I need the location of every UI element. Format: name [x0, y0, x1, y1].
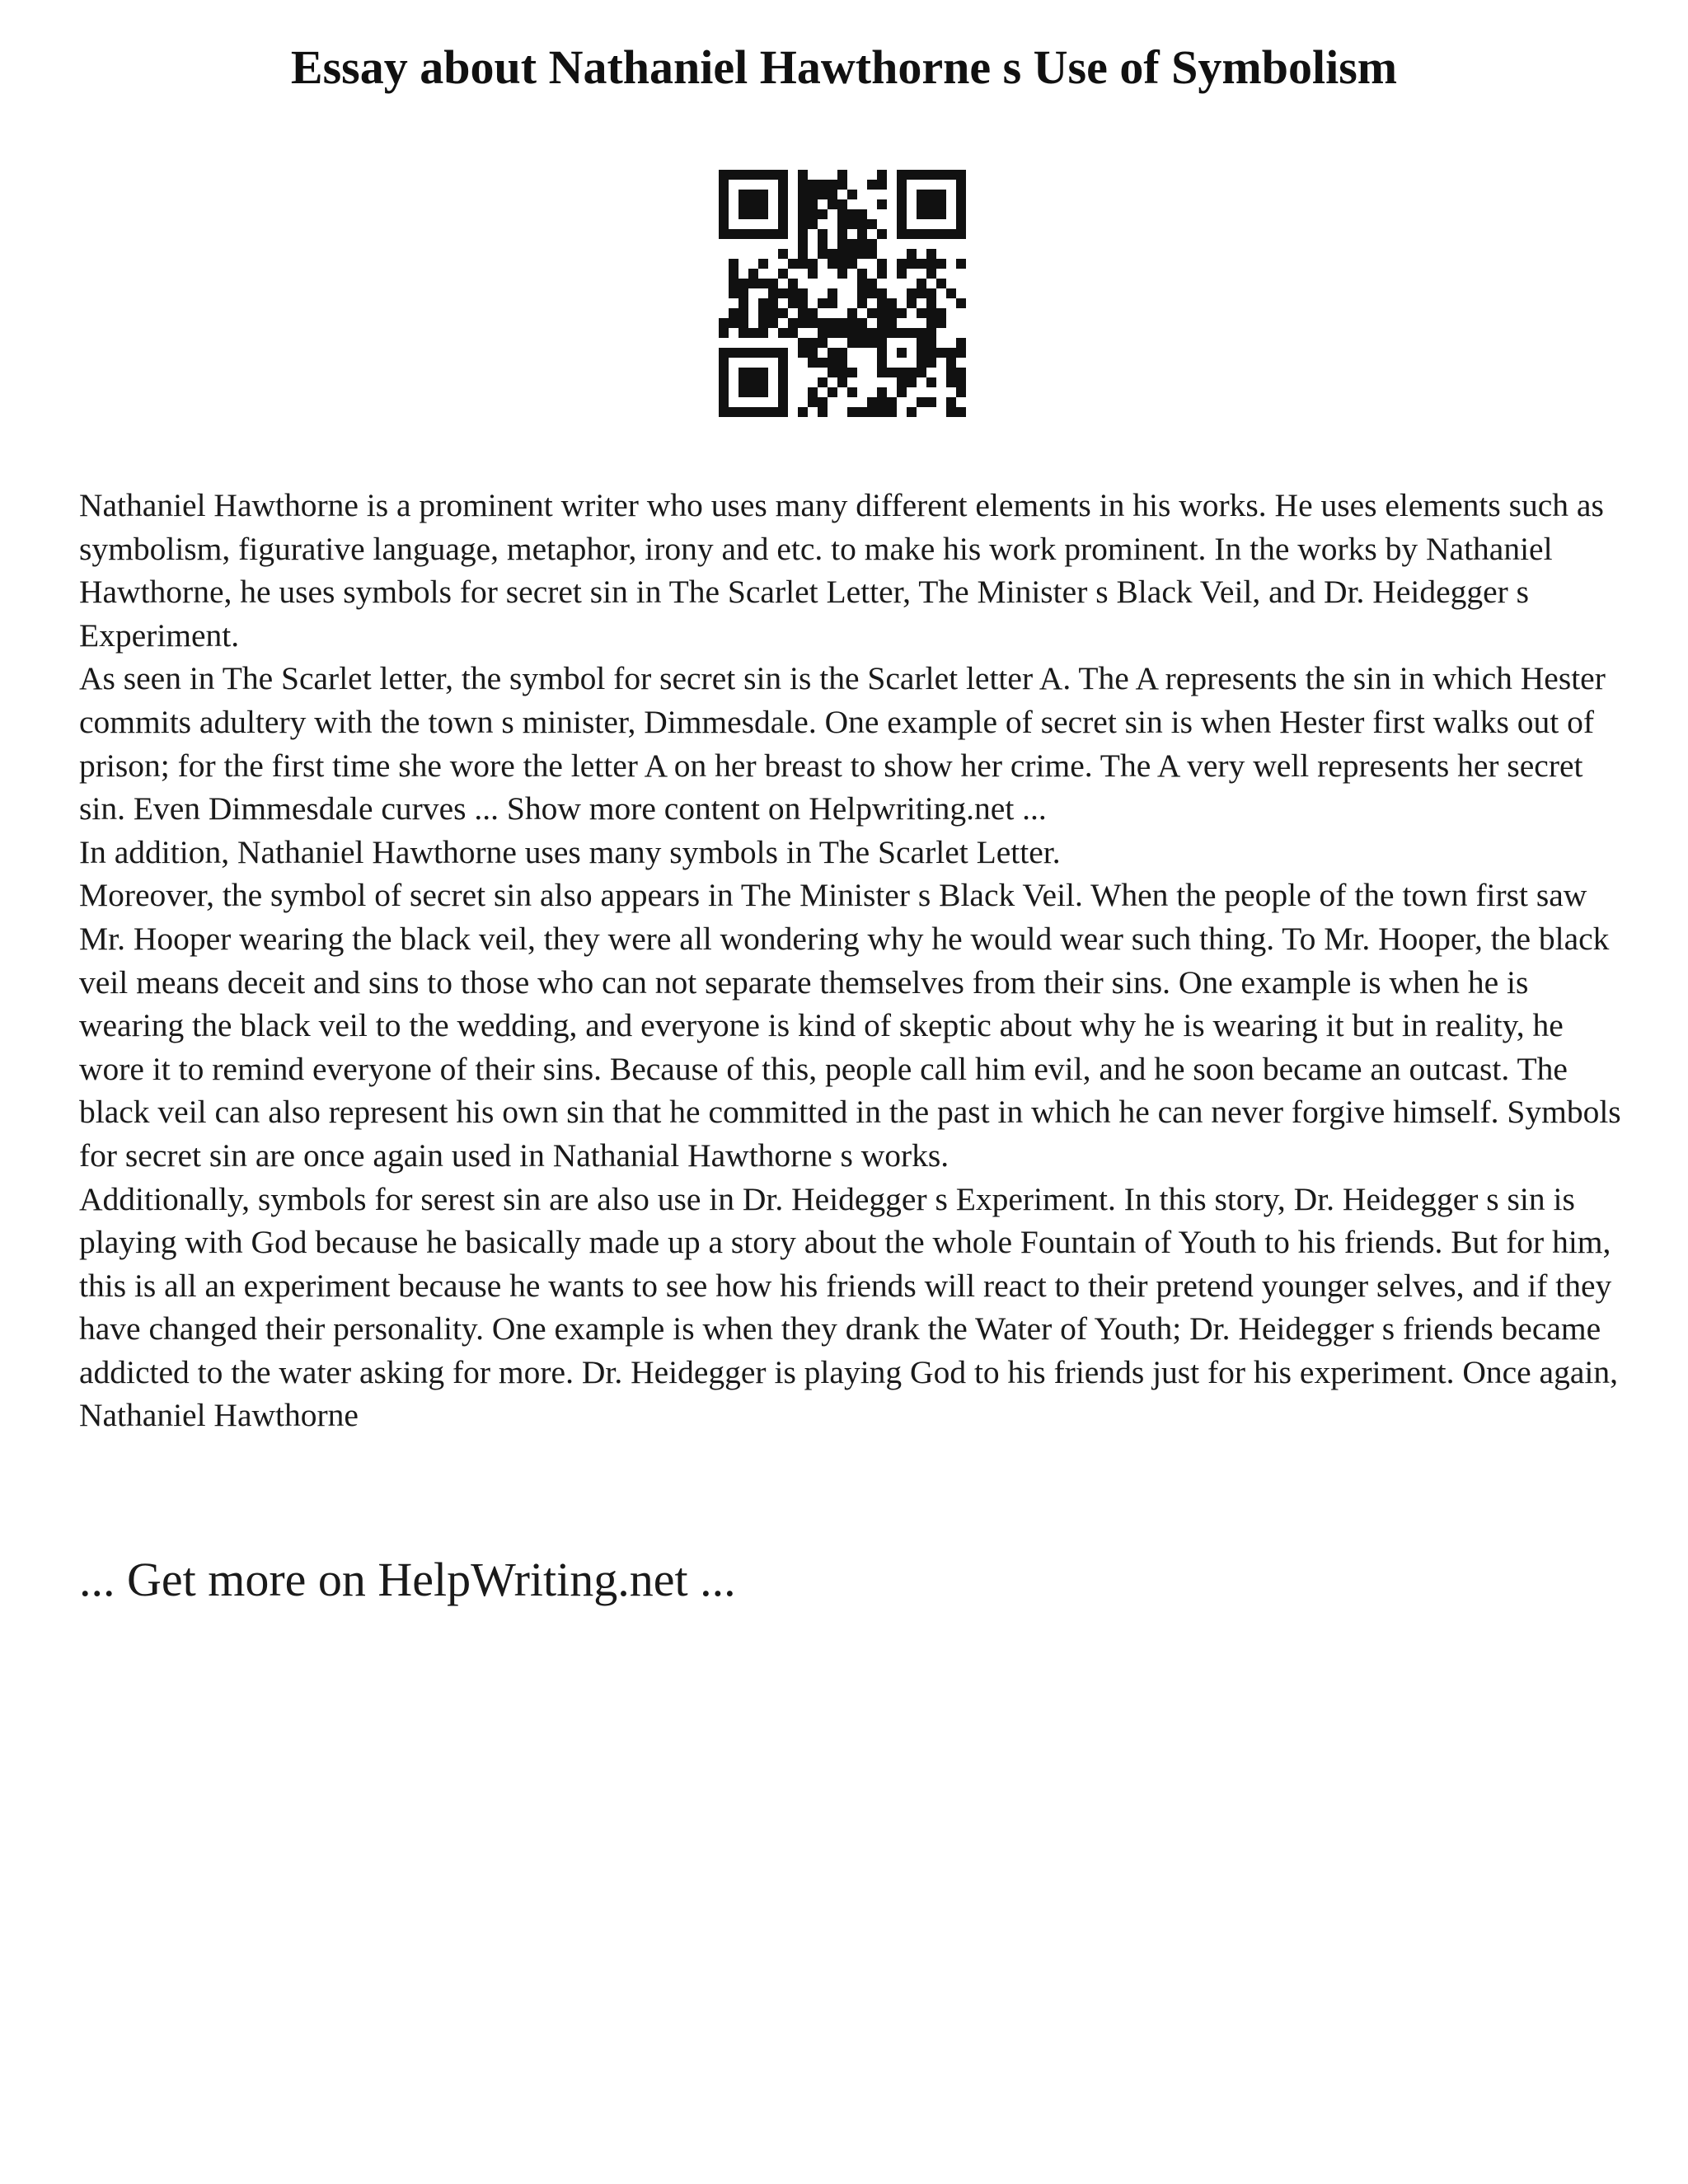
paragraph-scarlet-letter: As seen in The Scarlet letter, the symbol for secret sin is the Scarlet letter A. The A represents the sin in which Hester commits adultery with the town s minister, Dimmesdale. One example of secret sin is when Hester first walks out of prison; for the first time she wore the letter A on her breast to show her crime. The A very well represents her secret sin. Even Dimmesdale curves ... Show more content on Helpwriting.net ...	[79, 660, 1606, 827]
get-more-link[interactable]: ... Get more on HelpWriting.net ...	[79, 1553, 736, 1606]
paragraph-intro: Nathaniel Hawthorne is a prominent writer who uses many different elements in his works. He uses elements such as symbolism, figurative language, metaphor, irony and etc. to make his work prominent. In the works by Nathaniel Hawthorne, he uses symbols for secret sin in The Scarlet Letter, The Minister s Black Veil, and Dr. Heidegger s Experiment.	[79, 487, 1604, 654]
paragraph-heidegger: Additionally, symbols for serest sin are also use in Dr. Heidegger s Experiment. In this story, Dr. Heidegger s sin is playing with God because he basically made up a story about the whole Fountain of Youth to his friends. But for him, this is all an experiment because he wants to see how his friends will react to their pretend younger selves, and if they have changed their personality. One example is when they drank the Water of Youth; Dr. Heidegger s friends became addicted to the water asking for more. Dr. Heidegger is playing God to his friends just for his experiment. Once again, Nathaniel Hawthorne	[79, 1180, 1618, 1434]
page-title: Essay about Nathaniel Hawthorne s Use of Symbolism	[290, 40, 1398, 94]
qr-code-icon[interactable]	[719, 170, 966, 417]
paragraph-addition: In addition, Nathaniel Hawthorne uses many symbols in The Scarlet Letter.	[79, 833, 1061, 870]
essay-body	[79, 484, 1629, 1437]
paragraph-black-veil: Moreover, the symbol of secret sin also appears in The Minister s Black Veil. When the people of the town first saw Mr. Hooper wearing the black veil, they were all wondering why he would wear such thing. To Mr. Hooper, the black veil means deceit and sins to those who can not separate themselves from their sins. One example is when he is wearing the black veil to the wedding, and everyone is kind of skeptic about why he is wearing it but in reality, he wore it to remind everyone of their sins. Because of this, people call him evil, and he soon became an outcast. The black veil can also represent his own sin that he committed in the past in which he can never forgive himself. Symbols for secret sin are once again used in Nathanial Hawthorne s works.	[79, 877, 1621, 1174]
